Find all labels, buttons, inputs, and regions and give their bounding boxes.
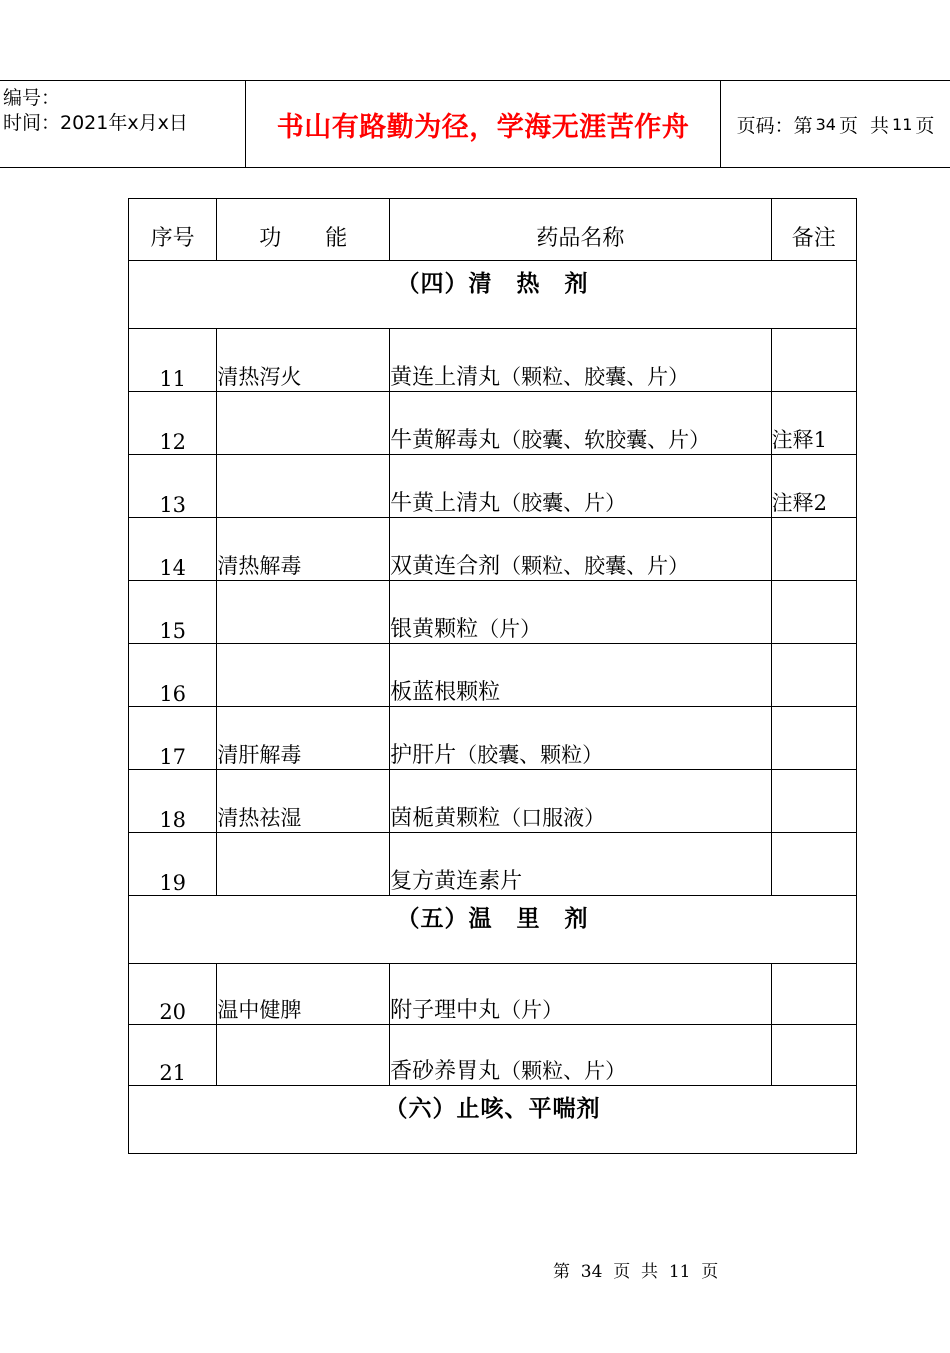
table-row [129, 644, 857, 707]
drug-dosage-forms: （片） [500, 998, 564, 1022]
drug-dosage-forms: （颗粒、片） [500, 1059, 627, 1083]
table-row [129, 964, 857, 1025]
drug-name: 附子理中丸 [390, 998, 501, 1023]
row-remark [771, 581, 856, 644]
row-number: 17 [129, 707, 217, 770]
row-remark [771, 1025, 856, 1086]
drug-name: 复方黄连素片 [390, 869, 523, 894]
drug-table-body [129, 199, 857, 1154]
table-row [129, 518, 857, 581]
table-row [129, 329, 857, 392]
table-row [129, 770, 857, 833]
row-remark: 注释1 [771, 392, 856, 455]
id-label: 编号： [3, 87, 61, 109]
row-number: 20 [129, 964, 217, 1025]
row-function: 清热解毒 [217, 518, 390, 581]
drug-name: 茵栀黄颗粒 [390, 806, 501, 831]
row-remark [771, 707, 856, 770]
drug-dosage-forms: （片） [478, 617, 542, 641]
document-header [0, 80, 950, 168]
drug-dosage-forms: （胶囊、片） [500, 491, 627, 515]
row-remark: 注释2 [771, 455, 856, 518]
drug-dosage-forms: （胶囊、颗粒） [456, 743, 604, 767]
column-header-drug-name: 药品名称 [390, 199, 772, 261]
section-title: （六）止咳、平喘剂 [129, 1086, 857, 1154]
row-remark [771, 329, 856, 392]
row-drug-name-cell [390, 833, 772, 896]
table-row [129, 455, 857, 518]
row-function [217, 581, 390, 644]
row-number: 11 [129, 329, 217, 392]
header-page-number [721, 81, 950, 167]
row-drug-name-cell [390, 707, 772, 770]
table-row [129, 581, 857, 644]
section-header-row [129, 896, 857, 964]
row-number: 15 [129, 581, 217, 644]
row-remark [771, 518, 856, 581]
drug-name: 护肝片 [390, 743, 457, 768]
drug-name: 双黄连合剂 [390, 554, 501, 579]
row-drug-name-cell [390, 392, 772, 455]
row-number: 19 [129, 833, 217, 896]
column-header-remark: 备注 [771, 199, 856, 261]
row-drug-name-cell [390, 329, 772, 392]
row-function [217, 455, 390, 518]
row-drug-name-cell [390, 455, 772, 518]
table-row [129, 392, 857, 455]
table-row [129, 1025, 857, 1086]
row-drug-name-cell [390, 1025, 772, 1086]
row-remark [771, 644, 856, 707]
table-row [129, 833, 857, 896]
row-function [217, 1025, 390, 1086]
page-prefix: 页码：第 [736, 114, 813, 137]
drug-dosage-forms: （口服液） [500, 806, 606, 830]
drug-name: 香砂养胃丸 [390, 1059, 501, 1084]
row-number: 14 [129, 518, 217, 581]
drug-table [128, 198, 857, 1154]
section-header-row [129, 261, 857, 329]
row-function [217, 833, 390, 896]
row-number: 21 [129, 1025, 217, 1086]
section-title: （五）温 里 剂 [129, 896, 857, 964]
column-header-number: 序号 [129, 199, 217, 261]
drug-dosage-forms: （颗粒、胶囊、片） [500, 365, 690, 389]
page-total: 11 [892, 114, 913, 134]
time-label: 时间：2021年x月x日 [3, 112, 188, 134]
row-number: 13 [129, 455, 217, 518]
drug-dosage-forms: （颗粒、胶囊、片） [500, 554, 690, 578]
row-drug-name-cell [390, 644, 772, 707]
row-function [217, 392, 390, 455]
row-function: 清热泻火 [217, 329, 390, 392]
section-title: （四）清 热 剂 [129, 261, 857, 329]
row-remark [771, 770, 856, 833]
page-mid: 页 共 [838, 114, 890, 137]
header-motto [246, 81, 721, 167]
row-function: 清热祛湿 [217, 770, 390, 833]
row-number: 12 [129, 392, 217, 455]
row-drug-name-cell [390, 518, 772, 581]
table-row [129, 707, 857, 770]
page-suffix: 页 [915, 114, 935, 137]
row-drug-name-cell [390, 770, 772, 833]
row-function: 温中健脾 [217, 964, 390, 1025]
row-drug-name-cell [390, 964, 772, 1025]
row-function [217, 644, 390, 707]
row-remark [771, 964, 856, 1025]
section-header-row [129, 1086, 857, 1154]
drug-name: 银黄颗粒 [390, 617, 479, 642]
page-footer: 第 34 页 共 11 页 [553, 1262, 719, 1282]
row-function: 清肝解毒 [217, 707, 390, 770]
row-number: 18 [129, 770, 217, 833]
drug-name: 牛黄上清丸 [390, 491, 501, 516]
header-meta [0, 81, 246, 167]
table-header-row [129, 199, 857, 261]
drug-name: 牛黄解毒丸 [390, 428, 501, 453]
row-number: 16 [129, 644, 217, 707]
motto-text: 书山有路勤为径，学海无涯苦作舟 [276, 111, 690, 143]
drug-name: 板蓝根颗粒 [390, 680, 501, 705]
drug-dosage-forms: （胶囊、软胶囊、片） [500, 428, 711, 452]
row-drug-name-cell [390, 581, 772, 644]
page-current: 34 [815, 114, 836, 134]
column-header-function: 功 能 [217, 199, 390, 261]
row-remark [771, 833, 856, 896]
drug-name: 黄连上清丸 [390, 365, 501, 390]
